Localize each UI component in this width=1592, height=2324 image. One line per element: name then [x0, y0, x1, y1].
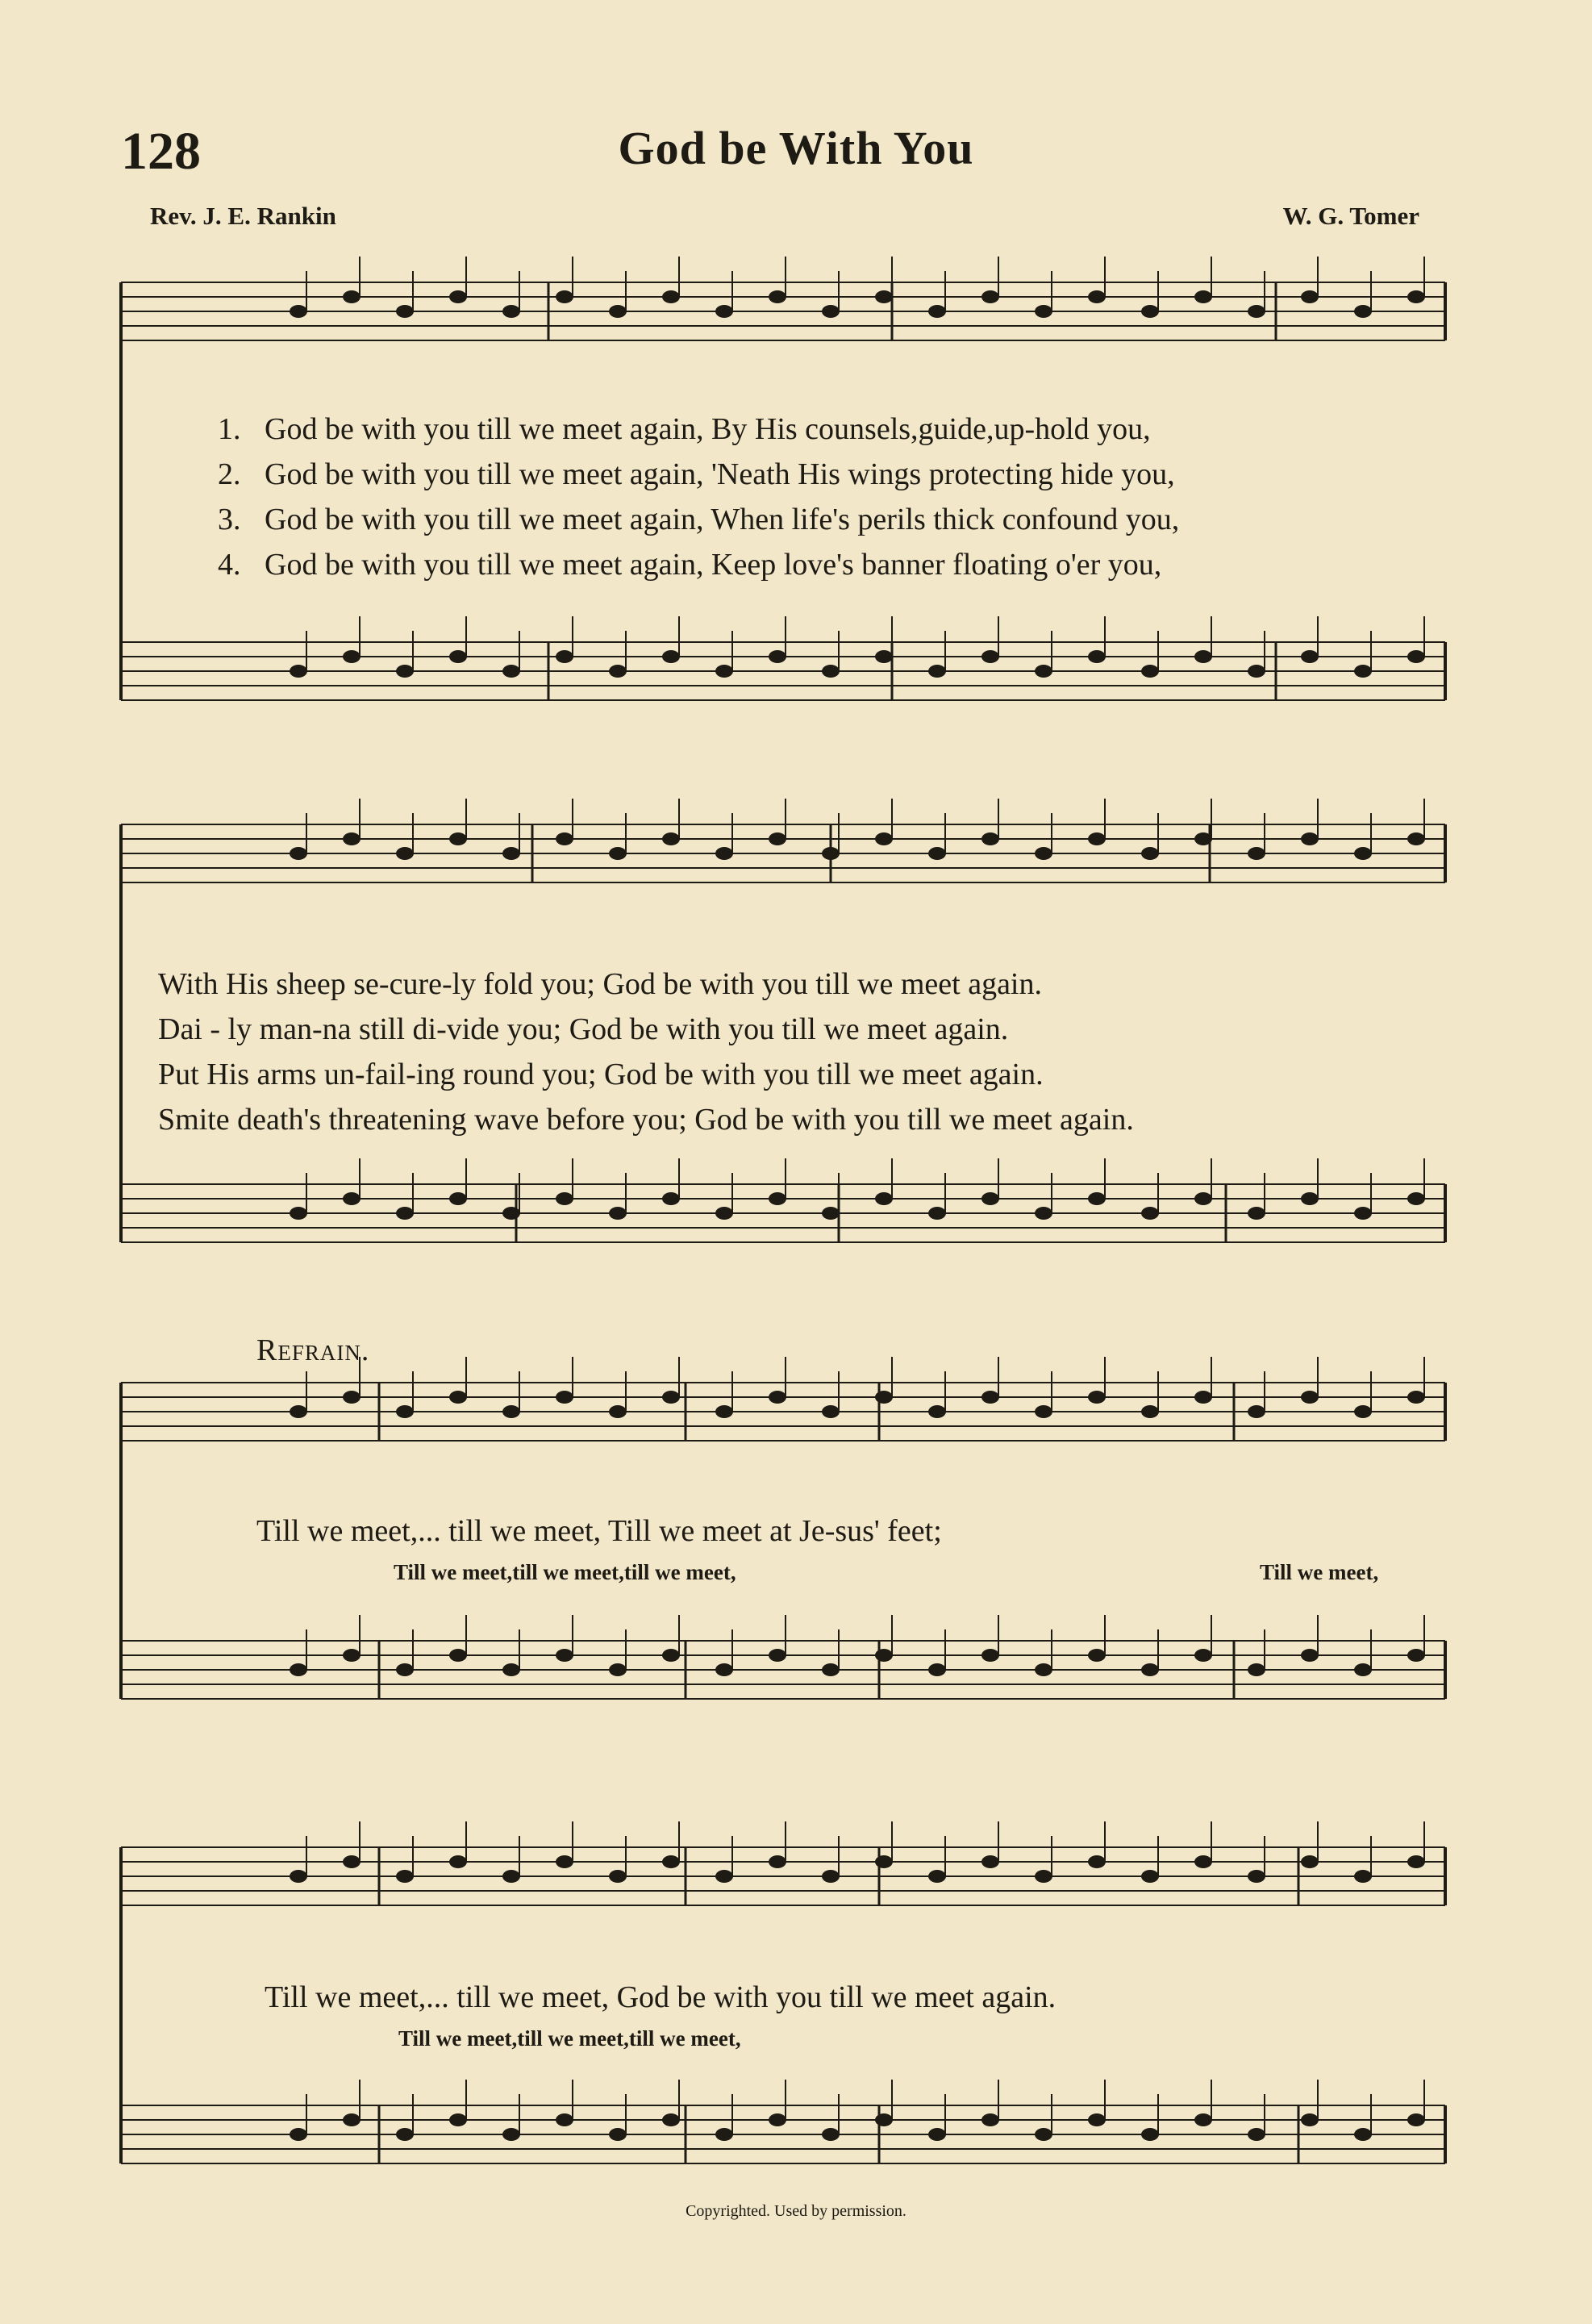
composer-credit: W. G. Tomer	[1282, 202, 1419, 230]
refrain-label: Refrain.	[256, 1333, 370, 1367]
refrain-line-1-sub-b: Till we meet,	[1260, 1560, 1379, 1584]
verse-2-line-2: Dai - ly man-na still di-vide you; God be with you till we meet again.	[158, 1012, 1009, 1046]
verse-number: 4.	[218, 548, 241, 582]
verse-3-line-2: Put His arms un-fail-ing round you; God be with you till we meet again.	[158, 1058, 1044, 1091]
refrain-line-1: Till we meet,... till we meet, Till we meet at Je-sus' feet;	[256, 1514, 942, 1548]
verse-1-line-1: 1. God be with you till we meet again, By His counsels,guide,up-hold you,	[218, 412, 1151, 446]
copyright-notice: Copyrighted. Used by permission.	[686, 2202, 906, 2220]
author-credit: Rev. J. E. Rankin	[150, 202, 336, 230]
refrain-line-1-sub-a: Till we meet,till we meet,till we meet,	[394, 1560, 736, 1584]
verse-3-line-1: 3. God be with you till we meet again, When life's perils thick confound you,	[218, 503, 1180, 536]
verse-2-line-1: 2. God be with you till we meet again, 'Neath His wings protecting hide you,	[218, 457, 1175, 491]
verse-number: 2.	[218, 457, 241, 491]
hymn-number: 128	[121, 122, 201, 181]
verse-4-line-1: 4. God be with you till we meet again, Keep love's banner floating o'er you,	[218, 548, 1162, 582]
verse-1-line-2: With His sheep se-cure-ly fold you; God be with you till we meet again.	[158, 967, 1042, 1001]
refrain-line-2-sub: Till we meet,till we meet,till we meet,	[398, 2026, 741, 2051]
hymn-title: God be With You	[618, 122, 974, 174]
verse-4-line-2: Smite death's threatening wave before you; God be with you till we meet again.	[158, 1103, 1134, 1137]
refrain-line-2: Till we meet,... till we meet, God be with you till we meet again.	[265, 1980, 1056, 2014]
verse-number: 3.	[218, 503, 241, 536]
verse-number: 1.	[218, 412, 241, 446]
